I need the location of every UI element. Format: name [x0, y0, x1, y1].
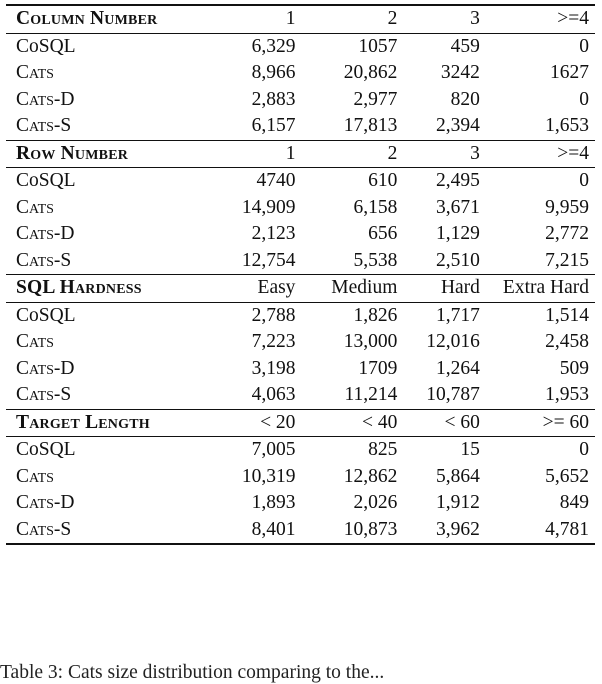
table-row	[6, 113, 595, 140]
table-cell: 0	[579, 35, 589, 57]
dataset-name: CoSQL	[16, 439, 76, 460]
table-cell: 1,893	[251, 492, 296, 513]
section-header	[6, 409, 595, 437]
dataset-name: Cats-D	[16, 223, 75, 244]
table-cell: 12,862	[343, 465, 398, 487]
table-cell: 2,510	[436, 249, 480, 271]
dataset-name: Cats-D	[16, 88, 75, 110]
column-header: Extra Hard	[488, 275, 595, 303]
table-cell: 9,959	[545, 196, 589, 218]
table-caption: Table 3: Cats size distribution comparing to the...	[0, 662, 385, 683]
table-cell: 825	[368, 439, 398, 460]
table-cell: 0	[579, 170, 589, 191]
table-cell: 1,264	[436, 357, 480, 379]
section-title: Target Length	[6, 409, 206, 437]
table-cell: 6,158	[353, 196, 398, 218]
table-cell: 12,754	[241, 249, 296, 271]
table-row	[6, 302, 595, 329]
table-cell: 8,966	[251, 62, 296, 83]
table-row	[6, 329, 595, 356]
table-cell: 3,962	[405, 517, 488, 545]
column-header: 3	[405, 140, 488, 168]
dataset-name: Cats	[16, 331, 54, 352]
table-cell: 2,026	[353, 492, 398, 513]
column-header: >=4	[488, 140, 595, 168]
table-cell: 0	[579, 439, 589, 460]
table-cell: 656	[368, 223, 398, 244]
column-header: < 60	[405, 409, 488, 437]
table-row	[6, 87, 595, 114]
dataset-name: Cats	[16, 465, 54, 487]
dataset-name: Cats-D	[16, 492, 75, 513]
table-cell: 1057	[358, 35, 398, 57]
dataset-name: Cats-D	[16, 357, 75, 379]
table-cell: 10,319	[241, 465, 296, 487]
table-cell: 610	[368, 170, 398, 191]
section-title: Row Number	[6, 140, 206, 168]
table-cell: 4,063	[251, 384, 296, 405]
column-header: Medium	[303, 275, 405, 303]
table-cell: 2,458	[545, 331, 589, 352]
column-header: Easy	[206, 275, 303, 303]
table-cell: 4740	[256, 170, 296, 191]
column-header: 2	[303, 140, 405, 168]
table-cell: 20,862	[343, 62, 398, 83]
column-header: >= 60	[488, 409, 595, 437]
table-row	[6, 382, 595, 409]
dataset-name: Cats-S	[16, 384, 72, 405]
dataset-name: Cats	[16, 196, 54, 218]
table-cell: 459	[450, 35, 480, 57]
table-cell: 849	[559, 492, 589, 513]
table-cell: 3242	[440, 62, 480, 83]
table-cell: 5,538	[353, 249, 398, 271]
table-cell: 2,772	[545, 223, 589, 244]
table-cell: 0	[579, 88, 589, 110]
section-title: SQL Hardness	[6, 275, 206, 303]
table-row	[6, 221, 595, 248]
section-header	[6, 140, 595, 168]
dataset-name: Cats-S	[16, 115, 72, 136]
column-header: < 40	[303, 409, 405, 437]
table-cell: 1,514	[545, 304, 589, 326]
table-row	[6, 248, 595, 275]
table-cell: 3,671	[436, 196, 480, 218]
table-body	[6, 5, 595, 544]
table-cell: 12,016	[426, 331, 480, 352]
dataset-name: CoSQL	[16, 35, 76, 57]
table-row	[6, 490, 595, 517]
table-row	[6, 33, 595, 60]
table-cell: 8,401	[206, 517, 303, 545]
section-header	[6, 275, 595, 303]
column-header: Hard	[405, 275, 488, 303]
table-cell: 11,214	[344, 384, 398, 405]
table-cell: 6,329	[251, 35, 296, 57]
table-cell: 6,157	[251, 115, 296, 136]
table-cell: 2,123	[251, 223, 296, 244]
table-cell: 7,005	[251, 439, 296, 460]
table-cell: 1627	[550, 62, 589, 83]
dataset-name: CoSQL	[16, 304, 76, 326]
table-cell: 1,129	[436, 223, 480, 244]
table-cell: 7,215	[545, 249, 589, 271]
table-row	[6, 356, 595, 383]
table-cell: 2,977	[353, 88, 398, 110]
table-cell: 17,813	[343, 115, 398, 136]
table-cell: 14,909	[241, 196, 296, 218]
table-cell: 10,787	[426, 384, 480, 405]
dataset-name: Cats	[16, 62, 54, 83]
column-header: 1	[206, 5, 303, 33]
table-cell: 5,864	[436, 465, 480, 487]
table-row	[6, 437, 595, 464]
table-cell: 13,000	[343, 331, 398, 352]
table-row	[6, 517, 595, 545]
statistics-table	[6, 4, 595, 545]
table-cell: 15	[460, 439, 480, 460]
column-header: 3	[405, 5, 488, 33]
table-cell: 5,652	[545, 465, 589, 487]
table-cell: 2,788	[251, 304, 296, 326]
table-cell: 2,394	[436, 115, 480, 136]
table-cell: 1,717	[436, 304, 480, 326]
table-row	[6, 168, 595, 195]
dataset-name: Cats-S	[6, 517, 206, 545]
section-header	[6, 5, 595, 33]
table-cell: 2,495	[436, 170, 480, 191]
column-header: 2	[303, 5, 405, 33]
table-cell: 1,653	[545, 115, 589, 136]
table-cell: 4,781	[488, 517, 595, 545]
table-cell: 509	[559, 357, 589, 379]
section-title: Column Number	[6, 5, 206, 33]
table-cell: 1,826	[353, 304, 398, 326]
table-cell: 1,953	[545, 384, 589, 405]
table-cell: 1,912	[436, 492, 480, 513]
table-cell: 3,198	[251, 357, 296, 379]
dataset-name: Cats-S	[16, 249, 72, 271]
table-cell: 1709	[358, 357, 398, 379]
column-header: >=4	[488, 5, 595, 33]
column-header: < 20	[206, 409, 303, 437]
table-row	[6, 60, 595, 87]
table-cell: 820	[450, 88, 480, 110]
dataset-name: CoSQL	[16, 170, 76, 191]
table-cell: 2,883	[251, 88, 296, 110]
column-header: 1	[206, 140, 303, 168]
table-row	[6, 464, 595, 491]
table-cell: 10,873	[303, 517, 405, 545]
table-cell: 7,223	[251, 331, 296, 352]
table-row	[6, 195, 595, 222]
